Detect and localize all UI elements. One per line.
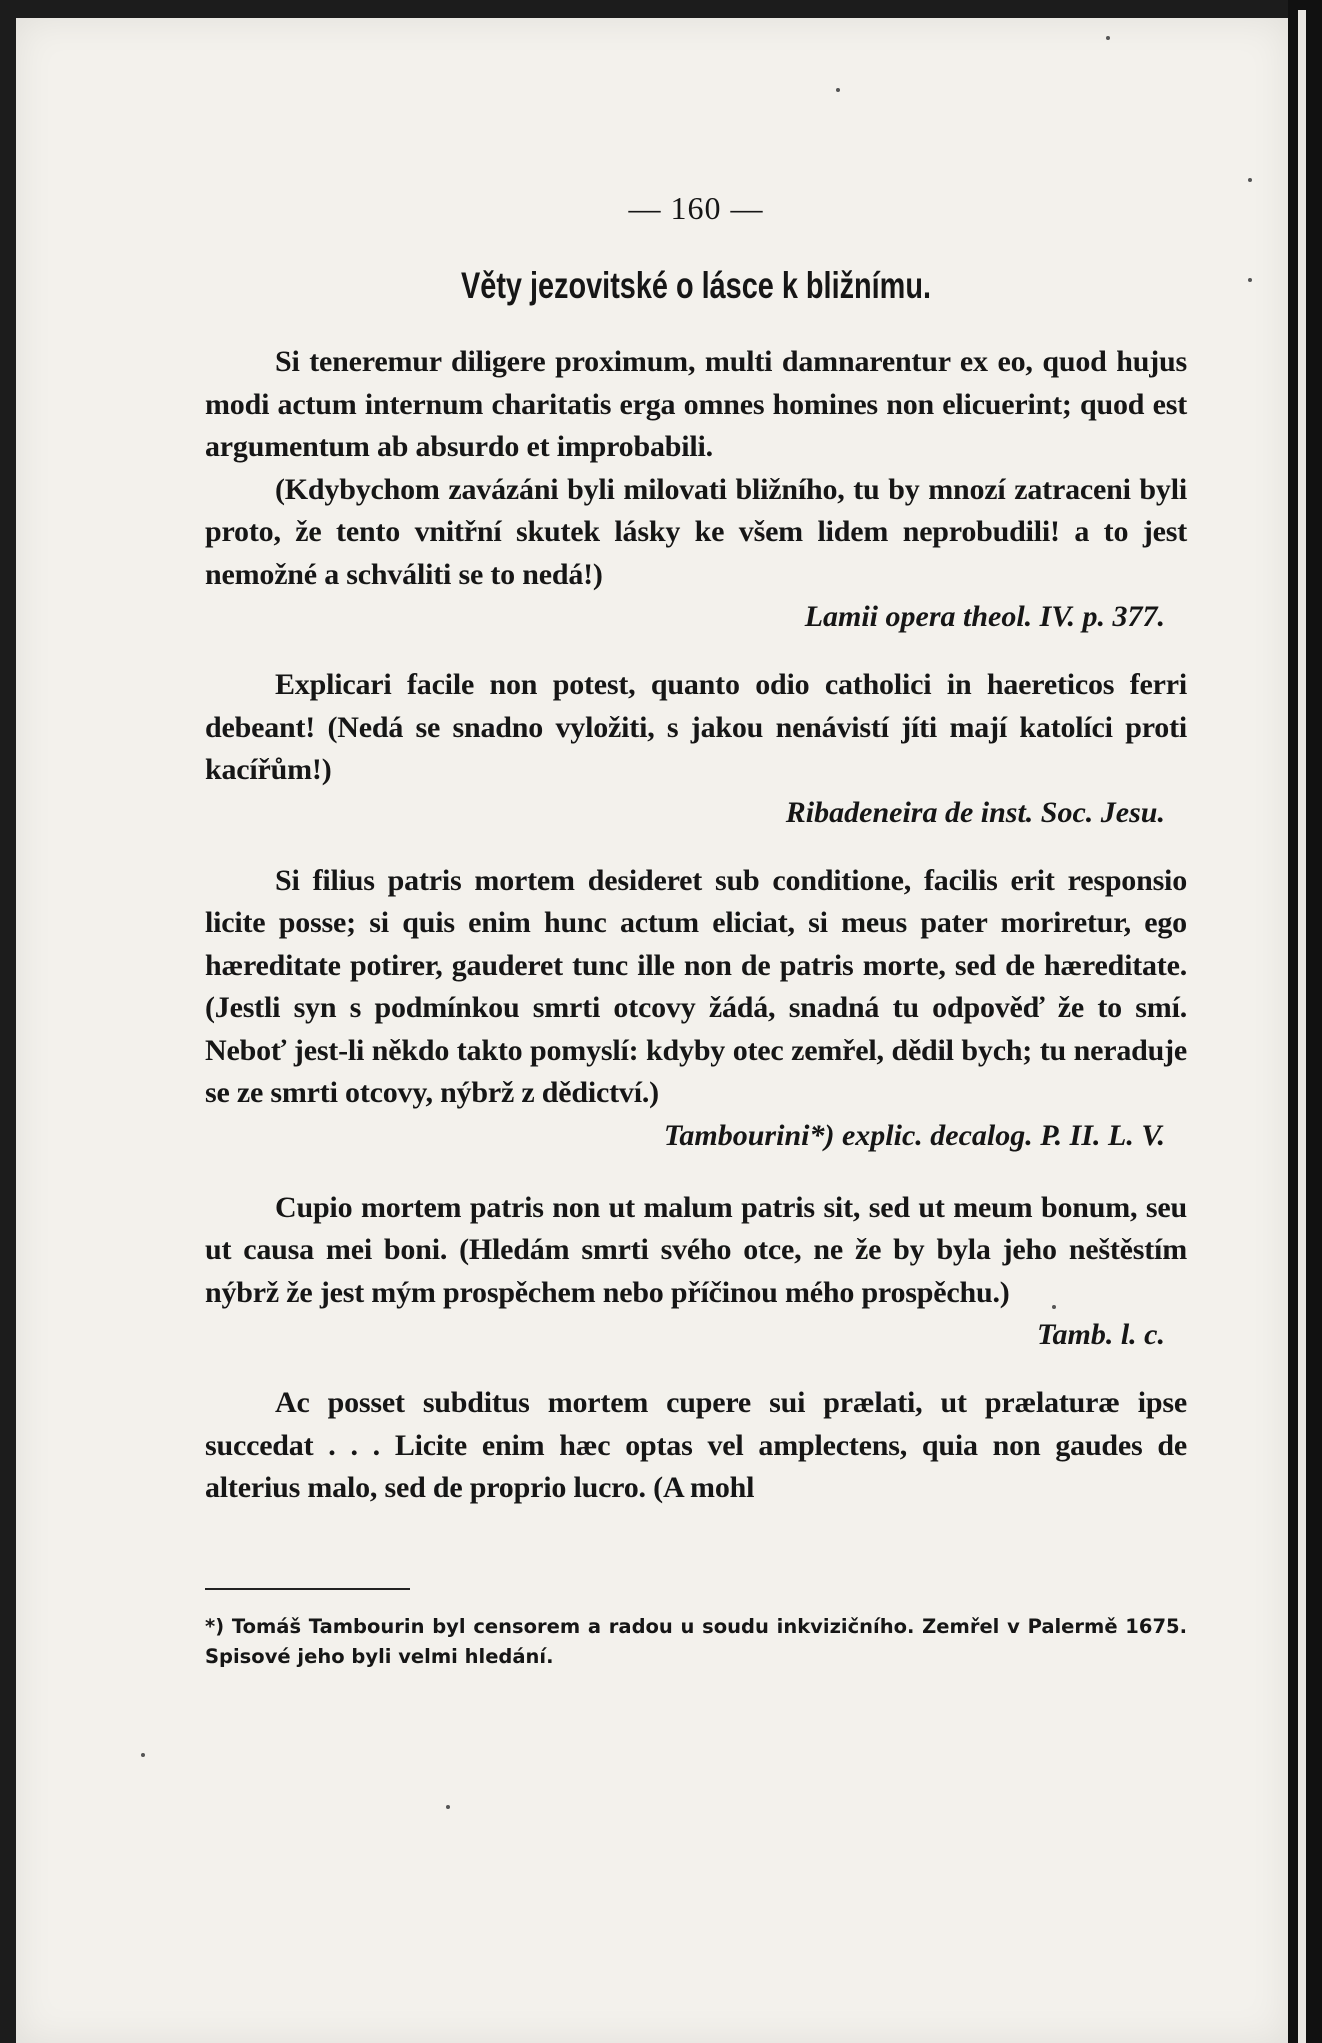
section-heading: Věty jezovitské o lásce k bližnímu.: [461, 265, 931, 306]
paragraph-2: Explicari facile non potest, quanto odio catholici in haereticos ferri debeant! (Nedá se snadno vyložiti, s jakou nenávistí jíti mají katolíci proti kacířům!): [205, 668, 1187, 786]
citation-tamb: Tamb. l. c.: [1036, 1318, 1165, 1351]
paragraph-1-czech: (Kdybychom zavázáni byli milovati bližního, tu by mnozí zatraceni byli proto, že tento vnitřní skutek lásky ke všem lidem neprobudili! a to jest nemožné a schváliti se to nedá!): [205, 472, 1187, 591]
paragraph-1-latin: Si teneremur diligere proximum, multi damnarentur ex eo, quod hujus modi actum internum charitatis erga omnes homines non elicuerint; quod est argumentum ab absurdo et improbabili.: [205, 345, 1187, 463]
paper-speck: [446, 1805, 450, 1809]
paragraph-3: Si filius patris mortem desideret sub conditione, facilis erit responsio licite posse; si quis enim hunc actum eliciat, si meus pater moriretur, ego hæreditate potirer, gauderet tunc ille non de patris morte, sed de hæreditate. (Jestli syn s podmínkou smrti otcovy žádá, snadná tu odpověď že to smí. Neboť jest-li někdo takto pomyslí: kdyby otec zemřel, dědil bych; tu neraduje se ze smrti otcovy, nýbrž z dědictví.): [205, 863, 1187, 1109]
scan-edge-strip: [1288, 0, 1322, 2043]
next-page-edge: [1298, 10, 1306, 2043]
paragraph-5: Ac posset subditus mortem cupere sui prælati, ut prælaturæ ipse succedat . . . Licite enim hæc optas vel amplectens, quia non gaudes de alterius malo, sed de proprio lucro. (A mohl: [205, 1386, 1187, 1504]
paragraph-4: Cupio mortem patris non ut malum patris sit, sed ut meum bonum, seu ut causa mei boni. (Hledám smrti svého otce, ne že by byla jeho neštěstím nýbrž že jest mým prospěchem nebo příčinou mého prospěchu.): [205, 1190, 1187, 1309]
citation-ribadeneira: Ribadeneira de inst. Soc. Jesu.: [785, 795, 1165, 829]
paper-speck: [1248, 278, 1252, 282]
citation-tambourini: Tambourini*) explic. decalog. P. II. L. V.: [663, 1118, 1165, 1152]
paper-speck: [1106, 36, 1110, 40]
page-number: — 160 —: [628, 190, 764, 226]
footnote: *) Tomáš Tambourin byl censorem a radou u soudu inkvizičního. Zemřel v Palermě 1675. Spisové jeho byli velmi hledání.: [205, 1614, 1187, 1668]
footnote-divider: [205, 1588, 410, 1590]
paper-speck: [141, 1753, 145, 1757]
paper-speck: [1248, 178, 1252, 182]
page-content: [205, 190, 1187, 1672]
paper-speck: [836, 88, 840, 92]
citation-lamii: Lamii opera theol. IV. p. 377.: [804, 600, 1165, 633]
